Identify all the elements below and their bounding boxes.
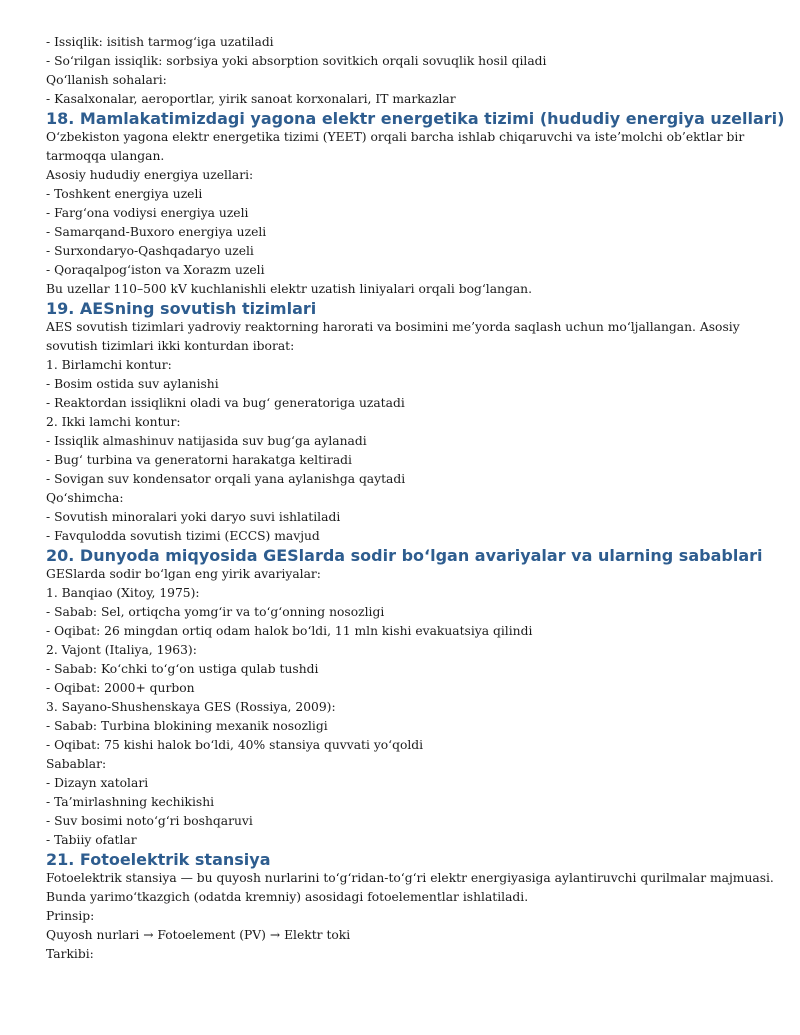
text-line: Qo‘shimcha: (46, 491, 124, 505)
text-line: - Issiqlik almashinuv natijasida suv bug‘ga aylanadi (46, 434, 367, 448)
text-line: GESlarda sodir bo‘lgan eng yirik avariyalar: (46, 567, 321, 581)
text-line: - Farg‘ona vodiysi energiya uzeli (46, 206, 249, 220)
paragraph: AES sovutish tizimlari yadroviy reaktorning harorati va bosimini me’yorda saqlash uchun mo‘ljallangan. Asosiy sovutish tizimlari ikki konturdan iborat: (46, 320, 740, 353)
text-line: - Issiqlik: isitish tarmog‘iga uzatiladi (46, 35, 274, 49)
text-line: Fotoelektrik stansiya — bu quyosh nurlarini to‘g‘ridan-to‘g‘ri elektr energiyasiga aylantiruvchi qurilmalar majmuasi. (46, 871, 774, 885)
section-heading: 21. Fotoelektrik stansiya (46, 850, 271, 869)
text-line: - Oqibat: 2000+ qurbon (46, 681, 195, 695)
document-page (46, 33, 785, 964)
section-heading: 19. AESning sovutish tizimlari (46, 299, 317, 318)
text-line: Tarkibi: (46, 947, 94, 961)
section-heading: 20. Dunyoda miqyosida GESlarda sodir bo‘lgan avariyalar va ularning sabablari (46, 546, 763, 565)
text-line: 2. Ikki lamchi kontur: (46, 415, 181, 429)
text-line: Asosiy hududiy energiya uzellari: (46, 168, 254, 182)
text-line: - Favqulodda sovutish tizimi (ECCS) mavjud (46, 529, 320, 543)
text-line: - Oqibat: 75 kishi halok bo‘ldi, 40% stansiya quvvati yo‘qoldi (46, 738, 424, 752)
text-line: - Qoraqalpog‘iston va Xorazm uzeli (46, 263, 265, 277)
text-line: - Sabab: Ko‘chki to‘g‘on ustiga qulab tushdi (46, 662, 319, 676)
text-line: - Ta’mirlashning kechikishi (46, 795, 215, 809)
text-line: Bu uzellar 110–500 kV kuchlanishli elektr uzatish liniyalari orqali bog‘langan. (46, 282, 532, 296)
text-line: - Toshkent energiya uzeli (46, 187, 203, 201)
paragraph: O‘zbekiston yagona elektr energetika tizimi (YEET) orqali barcha ishlab chiqaruvchi va iste’molchi ob’ektlar bir tarmoqqa ulangan. (46, 130, 745, 163)
text-line: - Bug‘ turbina va generatorni harakatga keltiradi (46, 453, 352, 467)
text-line: 1. Banqiao (Xitoy, 1975): (46, 586, 200, 600)
text-line: - Sovutish minoralari yoki daryo suvi ishlatiladi (46, 510, 341, 524)
text-line: Quyosh nurlari → Fotoelement (PV) → Elektr toki (46, 928, 351, 942)
text-line: Qo‘llanish sohalari: (46, 73, 167, 87)
text-line: - Oqibat: 26 mingdan ortiq odam halok bo‘ldi, 11 mln kishi evakuatsiya qilindi (46, 624, 533, 638)
text-line: - So‘rilgan issiqlik: sorbsiya yoki absorption sovitkich orqali sovuqlik hosil qiladi (46, 54, 547, 68)
text-line: - Sabab: Turbina blokining mexanik nosozligi (46, 719, 328, 733)
text-line: - Kasalxonalar, aeroportlar, yirik sanoat korxonalari, IT markazlar (46, 92, 456, 106)
text-line: - Reaktordan issiqlikni oladi va bug‘ generatoriga uzatadi (46, 396, 405, 410)
text-line: - Suv bosimi noto‘g‘ri boshqaruvi (46, 814, 253, 828)
text-line: - Surxondaryo-Qashqadaryo uzeli (46, 244, 254, 258)
text-line: - Bosim ostida suv aylanishi (46, 377, 219, 391)
text-line: 2. Vajont (Italiya, 1963): (46, 643, 197, 657)
text-line: 1. Birlamchi kontur: (46, 358, 172, 372)
text-line: - Sabab: Sel, ortiqcha yomg‘ir va to‘g‘onning nosozligi (46, 605, 385, 619)
text-line: - Sovigan suv kondensator orqali yana aylanishga qaytadi (46, 472, 406, 486)
text-line: Prinsip: (46, 909, 95, 923)
text-line: Bunda yarimo‘tkazgich (odatda kremniy) asosidagi fotoelementlar ishlatiladi. (46, 890, 529, 904)
text-line: - Tabiiy ofatlar (46, 833, 137, 847)
text-line: 3. Sayano-Shushenskaya GES (Rossiya, 2009): (46, 700, 336, 714)
section-heading: 18. Mamlakatimizdagi yagona elektr energetika tizimi (hududiy energiya uzellari) (46, 109, 785, 128)
text-line: Sabablar: (46, 757, 107, 771)
text-line: - Samarqand-Buxoro energiya uzeli (46, 225, 267, 239)
text-line: - Dizayn xatolari (46, 776, 149, 790)
